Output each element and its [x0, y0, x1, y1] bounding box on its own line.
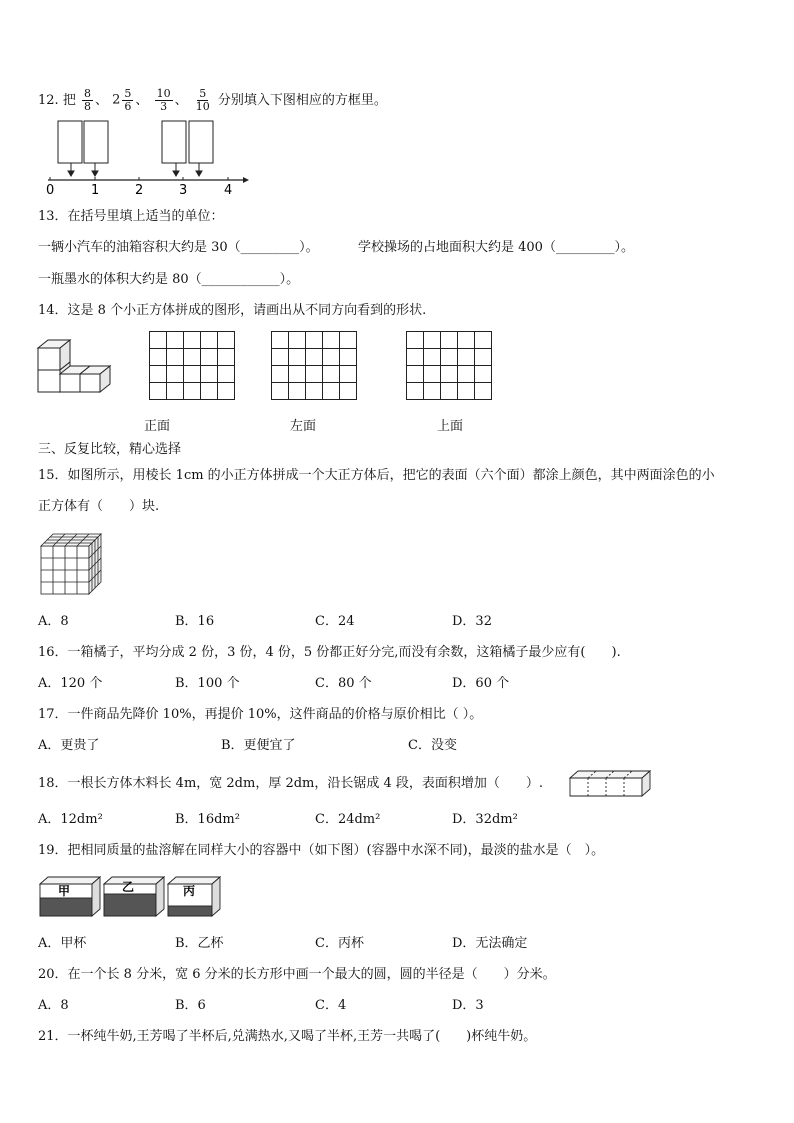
q15-line2: 正方体有（ ）块. — [38, 499, 160, 514]
cup-label-bing: 丙 — [183, 884, 196, 898]
q18-option-c[interactable]: C．24dm² — [315, 812, 381, 827]
separator: 、 — [174, 93, 188, 108]
q14-title: 14．这是 8 个小正方体拼成的图形，请画出从不同方向看到的形状. — [38, 303, 427, 318]
q13-line2: 一瓶墨水的体积大约是 80（____________）。 — [38, 272, 300, 287]
q18-text: 18．一根长方体木料长 4m，宽 2dm，厚 2dm，沿长锯成 4 段，表面积增加（ ）. — [38, 776, 544, 791]
q20-option-b[interactable]: B．6 — [175, 998, 206, 1013]
q20-option-a[interactable]: A．8 — [38, 998, 69, 1013]
cup-label-yi: 乙 — [122, 880, 135, 894]
q19-text: 19．把相同质量的盐溶解在同样大小的容器中（如下图）(容器中水深不同)，最淡的盐水是（ ）。 — [38, 843, 605, 858]
fraction-2-denominator: 6 — [124, 100, 132, 113]
axis-arrowhead — [243, 177, 249, 183]
fraction-1-denominator: 8 — [83, 100, 91, 113]
section-heading: 三、反复比较，精心选择 — [38, 442, 182, 457]
answer-box-2[interactable] — [84, 121, 108, 163]
label-top: 上面 — [437, 419, 464, 434]
q16-option-b[interactable]: B．100 个 — [175, 676, 240, 691]
left-view-grid[interactable] — [271, 331, 357, 400]
q16-option-c[interactable]: C．80 个 — [315, 676, 372, 691]
q20-option-d[interactable]: D．3 — [452, 998, 484, 1013]
q18-option-d[interactable]: D．32dm² — [452, 812, 518, 827]
answer-box-1[interactable] — [58, 121, 82, 163]
cube-stack-figure — [38, 338, 118, 396]
q19-option-d[interactable]: D．无法确定 — [452, 936, 528, 951]
tick-label-1: 1 — [91, 183, 100, 198]
q20-text: 20．在一个长 8 分米，宽 6 分米的长方形中画一个最大的圆，圆的半径是（ ）分米。 — [38, 967, 556, 982]
fraction-4-denominator: 10 — [195, 100, 210, 113]
pointer-arrows — [68, 163, 202, 176]
front-view-grid[interactable] — [149, 331, 235, 400]
tick-label-0: 0 — [46, 183, 55, 198]
q15-option-d[interactable]: D．32 — [452, 614, 492, 629]
q12-number: 12. — [38, 93, 59, 108]
tick-label-4: 4 — [224, 183, 233, 198]
q13-line1-part2: 学校操场的占地面积大约是 400（_________）。 — [358, 240, 634, 255]
number-line-diagram — [38, 118, 258, 198]
label-left: 左面 — [290, 419, 317, 434]
q15-option-c[interactable]: C．24 — [315, 614, 355, 629]
salt-water-cups-figure — [40, 876, 225, 920]
fraction-2-whole: 2 — [112, 92, 121, 108]
q18-option-a[interactable]: A．12dm² — [38, 812, 103, 827]
q19-option-c[interactable]: C．丙杯 — [315, 936, 364, 951]
label-front: 正面 — [144, 419, 171, 434]
q13-line1-part1: 一辆小汽车的油箱容积大约是 30（_________）。 — [38, 240, 319, 255]
q13-title: 13．在括号里填上适当的单位： — [38, 209, 224, 224]
q15-line1: 15．如图所示，用棱长 1cm 的小正方体拼成一个大正方体后，把它的表面（六个面）都涂上颜色，其中两面涂色的小 — [38, 468, 715, 483]
fraction-2 — [122, 88, 133, 113]
q17-option-b[interactable]: B．更便宜了 — [221, 738, 296, 753]
q19-option-a[interactable]: A．甲杯 — [38, 936, 87, 951]
fraction-3-denominator: 3 — [160, 100, 168, 113]
tick-label-2: 2 — [135, 183, 144, 198]
fraction-2-numerator: 5 — [124, 87, 132, 100]
answer-box-4[interactable] — [189, 121, 213, 163]
fraction-3 — [155, 88, 173, 113]
q15-option-a[interactable]: A．8 — [38, 614, 69, 629]
fraction-1 — [82, 88, 93, 113]
q16-option-d[interactable]: D．60 个 — [452, 676, 510, 691]
tick-label-3: 3 — [179, 183, 188, 198]
q12-text — [38, 88, 387, 113]
q16-text: 16．一箱橘子，平均分成 2 份，3 份，4 份，5 份都正好分完,而没有余数，这箱橘子最少应有( ). — [38, 645, 621, 660]
q18-option-b[interactable]: B．16dm² — [175, 812, 240, 827]
answer-box-3[interactable] — [162, 121, 186, 163]
q12-suffix: 分别填入下图相应的方框里。 — [217, 93, 387, 108]
q20-option-c[interactable]: C．4 — [315, 998, 347, 1013]
fraction-4-numerator: 5 — [199, 87, 207, 100]
top-view-grid[interactable] — [406, 331, 492, 400]
q19-option-b[interactable]: B．乙杯 — [175, 936, 224, 951]
q17-option-c[interactable]: C．没变 — [408, 738, 457, 753]
fraction-4 — [194, 88, 212, 113]
q17-option-a[interactable]: A．更贵了 — [38, 738, 100, 753]
q15-option-b[interactable]: B．16 — [175, 614, 215, 629]
q21-text: 21．一杯纯牛奶,王芳喝了半杯后,兑满热水,又喝了半杯,王芳一共喝了( )杯纯牛奶。 — [38, 1029, 537, 1044]
wood-beam-figure — [570, 770, 652, 798]
fraction-3-numerator: 10 — [156, 87, 171, 100]
q17-text: 17．一件商品先降价 10%，再提价 10%，这件商品的价格与原价相比（ ）。 — [38, 707, 483, 722]
separator: 、 — [135, 93, 149, 108]
cup-label-jia: 甲 — [58, 884, 71, 898]
big-cube-figure — [41, 534, 105, 596]
q16-option-a[interactable]: A．120 个 — [38, 676, 103, 691]
fraction-1-numerator: 8 — [83, 87, 91, 100]
separator: 、 — [94, 93, 108, 108]
q12-prefix: 把 — [62, 93, 76, 108]
